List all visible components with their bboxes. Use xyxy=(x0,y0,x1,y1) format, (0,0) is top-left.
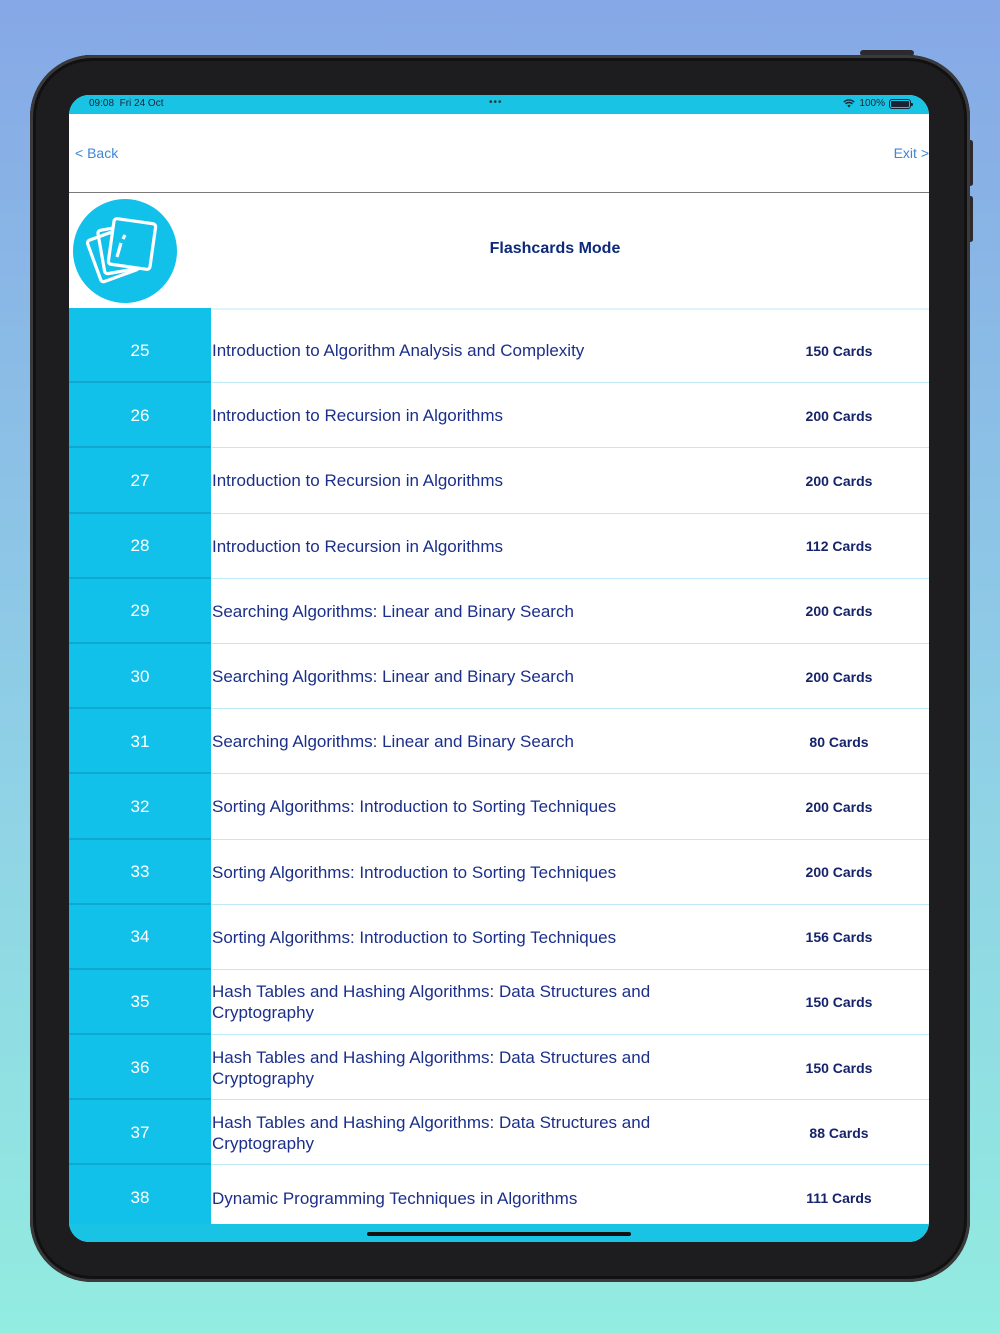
list-top-strip xyxy=(69,308,929,318)
deck-card-count: 88 Cards xyxy=(809,1124,869,1141)
exit-button[interactable]: Exit > xyxy=(893,145,929,161)
deck-title: Sorting Algorithms: Introduction to Sorting Techniques xyxy=(212,927,617,947)
deck-number: 38 xyxy=(69,1165,211,1230)
deck-row-34[interactable] xyxy=(69,905,929,970)
deck-card-count: 150 Cards xyxy=(805,342,873,359)
deck-card-count: 112 Cards xyxy=(805,538,873,555)
deck-title: Introduction to Recursion in Algorithms xyxy=(212,406,504,426)
deck-row-36[interactable] xyxy=(69,1035,929,1100)
deck-title: Introduction to Recursion in Algorithms xyxy=(212,536,504,556)
status-time: 09:08 Fri 24 Oct xyxy=(89,98,164,109)
mode-header xyxy=(69,193,929,310)
deck-card-count: 200 Cards xyxy=(805,603,873,620)
deck-row-25[interactable] xyxy=(69,318,929,383)
battery-level xyxy=(891,101,909,107)
deck-card-count: 111 Cards xyxy=(806,1190,872,1207)
deck-number: 37 xyxy=(69,1100,211,1165)
multitasking-dots[interactable]: ••• xyxy=(489,97,503,108)
deck-number: 27 xyxy=(69,448,211,513)
deck-number: 35 xyxy=(69,970,211,1035)
bottom-bar xyxy=(69,1224,929,1242)
deck-row-26[interactable] xyxy=(69,383,929,448)
deck-title: Dynamic Programming Techniques in Algorithms xyxy=(212,1188,578,1208)
app-screen xyxy=(69,95,929,1242)
deck-number: 26 xyxy=(69,383,211,448)
deck-title: Introduction to Algorithm Analysis and Complexity xyxy=(212,341,585,361)
deck-title: Searching Algorithms: Linear and Binary Search xyxy=(212,667,574,687)
battery-percent: 100% xyxy=(859,98,885,109)
deck-row-33[interactable] xyxy=(69,840,929,905)
deck-card-count: 200 Cards xyxy=(805,407,873,424)
deck-number: 33 xyxy=(69,840,211,905)
deck-title: Hash Tables and Hashing Algorithms: Data Structures and Cryptography xyxy=(212,1047,651,1088)
status-indicators xyxy=(843,98,911,109)
deck-title: Searching Algorithms: Linear and Binary Search xyxy=(212,732,574,752)
page-title: Flashcards Mode xyxy=(489,240,621,257)
deck-card-count: 156 Cards xyxy=(805,929,873,946)
deck-card-count: 200 Cards xyxy=(805,864,873,881)
deck-title: Hash Tables and Hashing Algorithms: Data Structures and Cryptography xyxy=(212,1112,651,1153)
deck-number: 32 xyxy=(69,774,211,839)
navigation-bar xyxy=(69,114,929,193)
wifi-icon xyxy=(843,99,855,108)
deck-number: 34 xyxy=(69,905,211,970)
deck-title: Hash Tables and Hashing Algorithms: Data Structures and Cryptography xyxy=(212,982,651,1023)
home-indicator[interactable] xyxy=(367,1232,631,1236)
deck-row-38[interactable] xyxy=(69,1165,929,1230)
deck-title: Sorting Algorithms: Introduction to Sorting Techniques xyxy=(212,797,617,817)
battery-icon xyxy=(889,99,911,109)
deck-row-27[interactable] xyxy=(69,448,929,513)
deck-card-count: 200 Cards xyxy=(805,472,873,489)
deck-row-37[interactable] xyxy=(69,1100,929,1165)
deck-number: 30 xyxy=(69,644,211,709)
deck-row-32[interactable] xyxy=(69,774,929,839)
deck-row-29[interactable] xyxy=(69,579,929,644)
deck-card-count: 200 Cards xyxy=(805,668,873,685)
deck-number: 28 xyxy=(69,514,211,579)
deck-row-35[interactable] xyxy=(69,970,929,1035)
deck-title: Searching Algorithms: Linear and Binary Search xyxy=(212,601,574,621)
deck-list xyxy=(69,308,929,1231)
deck-card-count: 150 Cards xyxy=(805,994,873,1011)
status-bar xyxy=(69,95,929,114)
deck-number: 25 xyxy=(69,318,211,383)
deck-title: Sorting Algorithms: Introduction to Sorting Techniques xyxy=(212,862,617,882)
deck-card-count: 150 Cards xyxy=(805,1059,873,1076)
deck-number: 36 xyxy=(69,1035,211,1100)
back-button[interactable]: < Back xyxy=(75,145,119,161)
deck-row-31[interactable] xyxy=(69,709,929,774)
list-top-strip-accent xyxy=(69,308,211,318)
deck-title: Introduction to Recursion in Algorithms xyxy=(212,471,504,491)
deck-row-28[interactable] xyxy=(69,514,929,579)
battery-tip xyxy=(911,103,913,106)
deck-card-count: 80 Cards xyxy=(809,733,869,750)
deck-number: 31 xyxy=(69,709,211,774)
deck-number: 29 xyxy=(69,579,211,644)
deck-card-count: 200 Cards xyxy=(805,798,873,815)
deck-row-30[interactable] xyxy=(69,644,929,709)
